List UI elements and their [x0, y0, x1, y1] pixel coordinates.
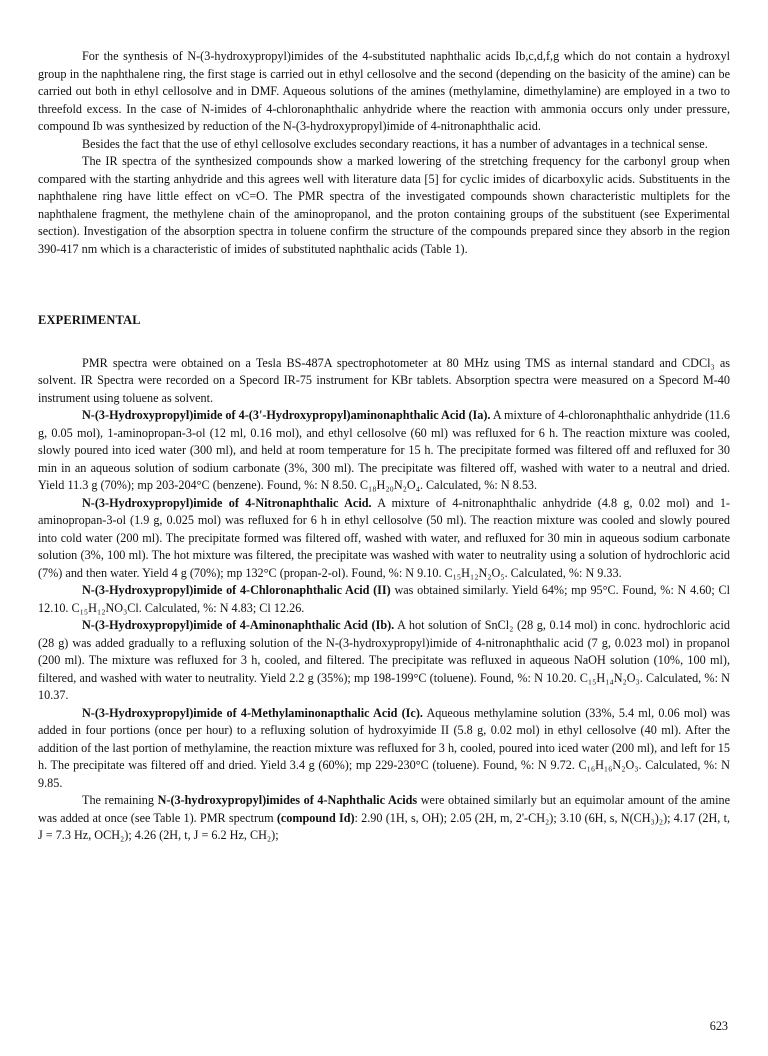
compound-text-chloro: was obtained similarly. Yield 64%; mp 95°C. Found, %: N 4.60; Cl 12.10. C₁₅H₁₂NO₃Cl. Calculated, %: N 4.83; Cl 12.26. — [38, 583, 731, 615]
experimental-paragraph-ic — [38, 705, 730, 793]
experimental-paragraph-chloro — [38, 582, 730, 617]
compound-text-ia: A mixture of 4-chloronaphthalic anhydride (11.6 g, 0.05 mol), 1-aminopropan-3-ol (12 ml, 0.16 mol), and ethyl cellosolve (60 ml) was refluxed for 6 h. The reaction mixture was cooled, slowly poured into iced water (300 ml), and held at room temperature for 15 h. The precipitate formed was filtered off and refluxed for 30 min in an aqueous solution of sodium carbonate (3%, 300 ml). The precipitate was filtered off, washed with water to a neutral and dried. Yield 11.3 g (70%); mp 203-204°C (benzene). Found, %: N 8.50. C₁₈H₂₀N₂O₄. Calculated, %: N 8.53. — [38, 408, 731, 492]
experimental-paragraph-nitro — [38, 495, 730, 583]
experimental-paragraph-ib — [38, 617, 730, 705]
compound-title-ia: N-(3-Hydroxypropyl)imide of 4-(3'-Hydroxypropyl)aminonaphthalic Acid (Ia). — [82, 408, 491, 422]
compound-text-nitro: A mixture of 4-nitronaphthalic anhydride (4.8 g, 0.02 mol) and 1-aminopropan-3-ol (1.9 g, 0.025 mol) was refluxed for 6 h in ethyl cellosolve (50 ml). The reaction mixture was cooled and slowly poured into cold water (200 ml). The precipitate formed was filtered off, washed with water, and refluxed for 30 min in aqueous sodium carbonate solution (3%, 100 ml). The hot mixture was filtered, the precipitate was washed with water to neutrality using a solution of hydrochloric acid (7%) and then water. Yield 4 g (70%); mp 132°C (propan-2-ol). Found, %: N 9.10. C₁₅H₁₂N₂O₅. Calculated, %: N 9.33. — [38, 495, 730, 580]
compound-title-chloro: N-(3-Hydroxypropyl)imide of 4-Chloronaphthalic Acid (II) — [82, 583, 391, 597]
experimental-paragraph-remaining — [38, 792, 730, 845]
intro-paragraph-3: The IR spectra of the synthesized compounds show a marked lowering of the stretching frequency for the carbonyl group when compared with the starting anhydride and this agrees well with literature data [5] for cyclic imides of dicarboxylic acids. Substituents in the naphthalene ring have little effect on νC=O. The PMR spectra of the investigated compounds shown characteristic multiplets for the naphthalene fragment, the methylene chain of the aminopropanol, and the proton containing groups of the substituent (see Experimental section). Investigation of the absorption spectra in toluene confirm the structure of the compounds prepared since they absorb in the region 390-417 nm which is a characteristic of imides of substituted naphthalic acids (Table 1). — [38, 154, 730, 256]
compound-text-ib: A hot solution of SnCl₂ (28 g, 0.14 mol) in conc. hydrochloric acid (28 g) was added gradually to a refluxing solution of the N-(3-hydroxypropyl)imide of 4-nitronaphthalic acid (7 g, 0.023 mol) in propanol (200 ml). The mixture was refluxed for 3 h, cooled, and filtered. The precipitate was refluxed in aqueous NaOH solution (10%, 100 ml), filtered, and washed with water to neutrality. Yield 2.2 g (35%); mp 198-199°C (toluene). Found, %: N 10.20. C₁₅H₁₄N₂O₃. Calculated, %: N 10.37. — [38, 618, 730, 702]
compound-text-ic: Aqueous methylamine solution (33%, 5.4 ml, 0.06 mol) was added in four portions (once per hour) to a refluxing solution of hydroxyimide II (5.8 g, 0.02 mol) in ethyl cellosolve (40 ml). After the addition of the last portion of methylamine, the reaction mixture was refluxed for 3 h, cooled, poured into iced water (200 ml), and left for 15 h. The precipitate was filtered off and dried. Yield 3.4 g (60%); mp 229-230°C (toluene). Found, %: N 9.72. C₁₆H₁₆N₂O₃. Calculated, %: N 9.85. — [38, 705, 731, 790]
compound-title-remaining: N-(3-hydroxypropyl)imides of 4-Naphthalic Acids — [157, 793, 418, 807]
compound-title-ib: N-(3-Hydroxypropyl)imide of 4-Aminonaphthalic Acid (Ib). — [82, 618, 395, 632]
intro-paragraph-2: Besides the fact that the use of ethyl cellosolve excludes secondary reactions, it has a number of advantages in a technical sense. — [82, 136, 708, 151]
remaining-text-c: : 2.90 (1H, s, OH); 2.05 (2H, m, 2'-CH₂); 3.10 (6H, s, N(CH₃)₂); 4.17 (2H, t, J = 7.3 Hz, OCH₂); 4.26 (2H, t, J = 6.2 Hz, CH₂); — [38, 810, 731, 842]
remaining-text-a: The remaining — [82, 793, 154, 807]
page-number: 623 — [709, 1019, 728, 1033]
section-heading-experimental: EXPERIMENTAL — [38, 313, 141, 327]
intro-paragraph-1: For the synthesis of N-(3-hydroxypropyl)imides of the 4-substituted naphthalic acids Ib,c,d,f,g which do not contain a hydroxyl group in the naphthalene ring, the first stage is carried out in ethyl cellosolve and the second (depending on the basicity of the amine) can be carried out both in ethyl cellosolve and in DMF. Aqueous solutions of the amines (methylamine, dimethylamine) are employed in a two to threefold excess. In the case of N-imides of 4-chloronaphthalic anhydride where the reaction with ammonia occurs only under pressure, compound Ib was synthesized by reduction of the N-(3-hydroxypropyl)imide of 4-nitronaphthalic acid. — [38, 49, 730, 133]
experimental-paragraph-ia — [38, 407, 730, 495]
compound-label-id: (compound Id) — [276, 810, 355, 825]
compound-title-ic: N-(3-Hydroxypropyl)imide of 4-Methylaminonapthalic Acid (Ic). — [82, 705, 423, 720]
compound-title-nitro: N-(3-Hydroxypropyl)imide of 4-Nitronaphthalic Acid. — [82, 495, 372, 510]
experimental-paragraph-instruments: PMR spectra were obtained on a Tesla BS-487A spectrophotometer at 80 MHz using TMS as internal standard and CDCl₃ as solvent. IR Spectra were recorded on a Specord IR-75 instrument for KBr tablets. Absorption spectra were measured on a Specord M-40 instrument using toluene as solvent. — [38, 355, 730, 405]
page-body — [38, 48, 730, 845]
remaining-text-b: were obtained similarly but an equimolar amount of the amine was added at once (see Table 1). PMR spectrum — [38, 793, 730, 825]
